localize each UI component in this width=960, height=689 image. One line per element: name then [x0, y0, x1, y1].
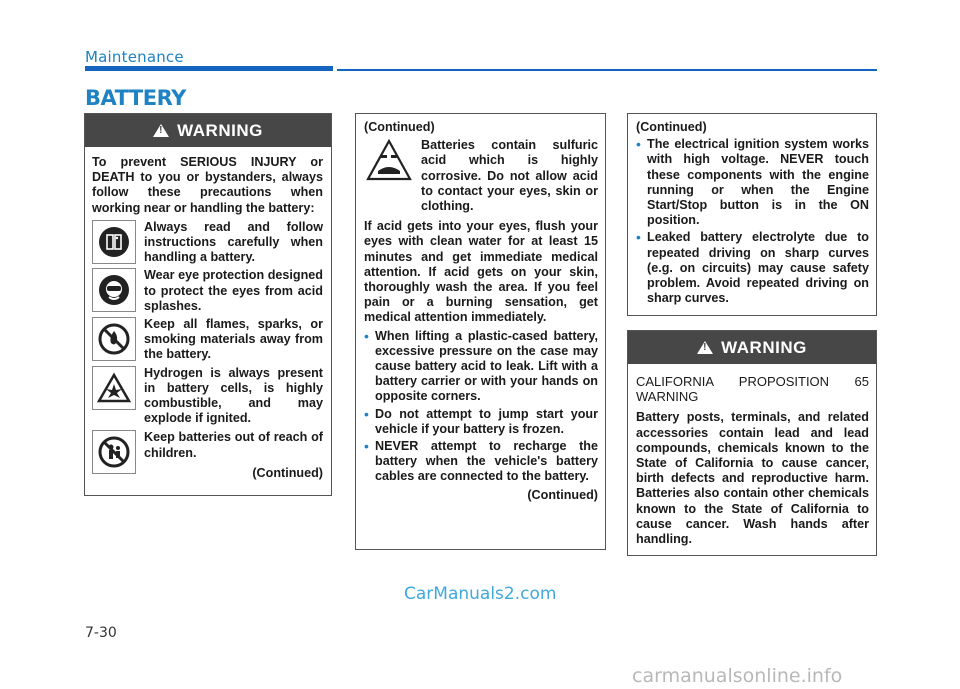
list-item — [92, 268, 323, 314]
item-text: Do not attempt to jump start your vehicle if your battery is frozen. — [375, 406, 598, 436]
continued-label: (Continued) — [252, 466, 323, 481]
page-title: BATTERY — [85, 86, 186, 110]
item-text: NEVER attempt to recharge the battery when the vehicle's battery cables are connected to the battery. — [375, 439, 598, 484]
explosion-icon — [92, 366, 136, 410]
list-item — [92, 317, 323, 363]
warning-box-2 — [355, 113, 606, 550]
warning-header — [85, 114, 331, 147]
bullet-icon: • — [364, 405, 369, 422]
warning-box-4 — [627, 330, 877, 556]
warning-header — [628, 331, 876, 364]
list-item — [364, 138, 598, 214]
list-item — [636, 137, 869, 228]
list-item — [92, 220, 323, 266]
no-flame-icon — [92, 317, 136, 361]
item-text: Wear eye protection designed to protect the eyes from acid splashes. — [144, 268, 323, 313]
list-item — [636, 230, 869, 306]
page-number: 7-30 — [85, 625, 117, 641]
warning-box-3 — [627, 113, 877, 316]
item-text: The electrical ignition system works with high voltage. NEVER touch these components with the engine running or when the Engine Start/Stop button is in the ON position. — [647, 137, 869, 228]
continued-label: (Continued) — [636, 120, 707, 134]
prop65-heading: CALIFORNIA PROPOSITION 65 WARNING — [636, 374, 869, 405]
item-text: Leaked battery electrolyte due to repeated driving on sharp curves (e.g. on circuits) may cause safety problem. Avoid repeated driving on sharp curves. — [647, 230, 869, 306]
manual-icon — [92, 220, 136, 264]
children-icon — [92, 430, 136, 474]
bullet-icon: • — [364, 438, 369, 455]
prop65-body: Battery posts, terminals, and related accessories contain lead and lead compounds, chemicals known to the State of California to cause cancer, birth defects and reproductive harm. Batteries also contain other chemicals known to the State of California to cause cancer. Wash hands after handling. — [636, 410, 869, 547]
item-text: Keep batteries out of reach of children. — [144, 430, 323, 460]
warning-triangle-icon — [153, 124, 169, 137]
warning-triangle-icon — [697, 341, 713, 354]
header-rule-thin — [337, 69, 877, 71]
eye-protection-icon — [92, 268, 136, 312]
item-text: Always read and follow instructions carefully when handling a battery. — [144, 219, 323, 265]
list-item — [364, 439, 598, 485]
continued-label: (Continued) — [527, 487, 598, 502]
warning-label: WARNING — [721, 337, 807, 357]
item-text: Hydrogen is always present in battery cells, is highly combustible, and may explode if ignited. — [144, 365, 323, 426]
acid-paragraph: If acid gets into your eyes, flush your eyes with clean water for at least 15 minutes and get immediate medical attention. If acid gets on your skin, thoroughly wash the area. If you feel pain or a burning sensation, get medical attention immediately. — [364, 219, 598, 325]
item-text: When lifting a plastic-cased battery, excessive pressure on the case may cause battery acid to leak. Lift with a battery carrier or with your hands on opposite corners. — [375, 328, 598, 404]
list-item — [92, 366, 323, 427]
list-item — [364, 407, 598, 437]
warning-box-1 — [84, 113, 332, 496]
acid-icon — [364, 138, 414, 182]
header-rule-thick — [85, 66, 333, 71]
watermark-link[interactable]: CarManuals2.com — [404, 584, 557, 604]
item-text: Keep all flames, sparks, or smoking materials away from the battery. — [144, 317, 323, 362]
warning-label: WARNING — [177, 120, 263, 140]
list-item — [364, 329, 598, 405]
watermark-text: carmanualsonline.info — [632, 665, 843, 687]
warning-intro: To prevent SERIOUS INJURY or DEATH to you or bystanders, always follow these precautions when working near or handling the battery: — [92, 155, 323, 215]
section-label: Maintenance — [85, 48, 184, 66]
item-text: Batteries contain sulfuric acid which is highly corrosive. Do not allow acid to contact your eyes, skin or clothing. — [421, 138, 598, 214]
bullet-icon: • — [636, 229, 641, 246]
continued-label: (Continued) — [364, 120, 435, 134]
bullet-icon: • — [636, 136, 641, 153]
bullet-icon: • — [364, 327, 369, 344]
